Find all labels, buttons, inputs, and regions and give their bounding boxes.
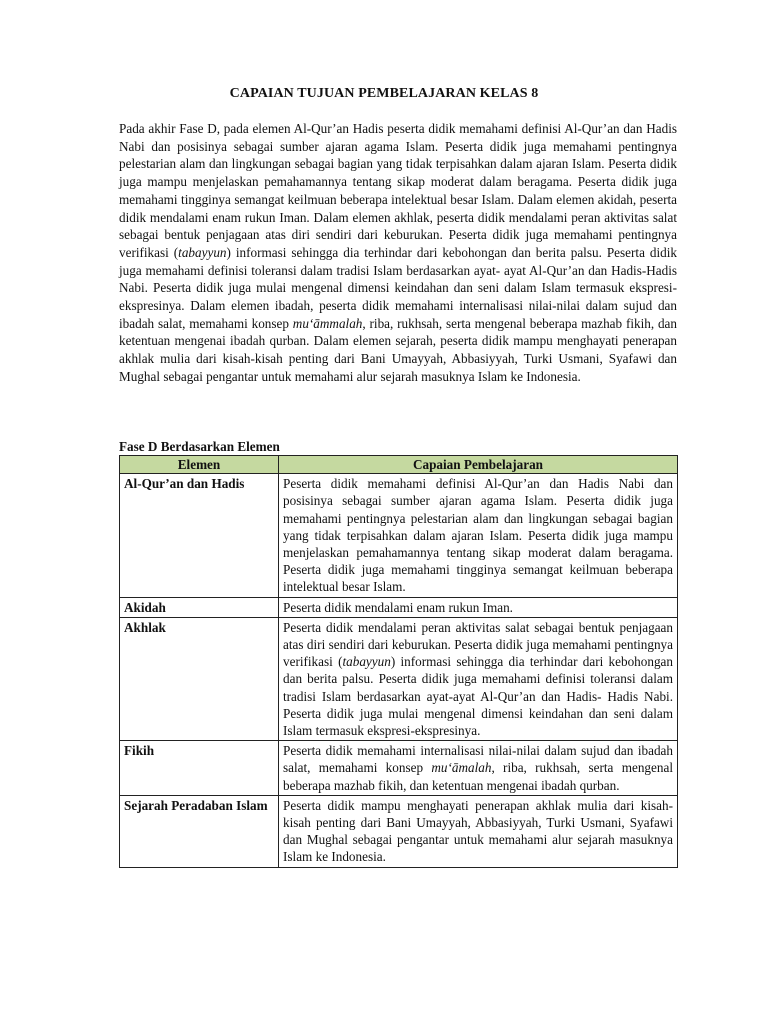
row-capaian-quran-hadis: Peserta didik memahami definisi Al-Qur’an dan Hadis Nabi dan posisinya sebagai sumber ajaran agama Islam. Peserta didik juga memahami pentingnya pelestarian alam dan lingkungan sebagai bagian yang tidak terpisahkan dalam ajaran Islam. Peserta didik juga mampu menjelaskan pemahamannya tentang sikap moderat dalam beragama. Peserta didik juga memahami tingginya semangat keilmuan beberapa intelektual besar Islam. — [279, 474, 678, 597]
akhlak-text-part-2: ) informasi sehingga dia terhindar dari kebohongan dan berita palsu. Peserta didik juga memahami definisi toleransi dalam tradisi Islam berdasarkan ayat-ayat Al-Qur’an dan Hadis- Hadis Nabi. Peserta didik juga mulai mengenal dimensi keindahan dan seni dalam Islam termasuk ekspresi-ekspresinya. — [283, 654, 673, 739]
intro-text-part-3: , riba, rukhsah, serta mengenal beberapa mazhab fikih, dan ketentuan mengenai ibadah qurban. Dalam elemen sejarah, peserta didik mampu menghayati penerapan akhlak mulia dari kisah-kisah penting dari Bani Umayyah, Abbasiyyah, Turki Usmani, Syafawi dan Mughal sebagai pengantar untuk memahami alur sejarah masuknya Islam ke Indonesia. — [119, 315, 677, 384]
table-row — [120, 474, 678, 597]
table-title: Fase D Berdasarkan Elemen — [119, 439, 280, 454]
intro-italic-term-2: mu‘āmmalah — [292, 315, 363, 331]
row-elemen-akhlak: Akhlak — [120, 617, 279, 740]
document-title: CAPAIAN TUJUAN PEMBELAJARAN KELAS 8 — [229, 86, 539, 101]
row-capaian-akhlak — [279, 617, 678, 740]
row-elemen-fikih: Fikih — [120, 741, 279, 796]
intro-text-part-2: ) informasi sehingga dia terhindar dari kebohongan dan berita palsu. Peserta didik juga memahami definisi toleransi dalam tradisi Islam berdasarkan ayat- ayat Al-Qur’an dan Hadis-Hadis Nabi. Peserta didik juga mulai mengenal dimensi keindahan dan seni dalam Islam termasuk ekspresi-ekspresinya. Dalam elemen ibadah, peserta didik memahami internalisasi nilai-nilai dalam sujud dan ibadah salat, memahami konsep — [119, 244, 677, 331]
table-row — [120, 617, 678, 740]
intro-italic-term-1: tabayyun — [178, 244, 227, 260]
table-row — [120, 795, 678, 867]
intro-paragraph — [119, 120, 677, 386]
table-row — [120, 741, 678, 796]
row-elemen-sejarah: Sejarah Peradaban Islam — [120, 795, 279, 867]
header-capaian: Capaian Pembelajaran — [279, 456, 678, 474]
row-capaian-akidah: Peserta didik mendalami enam rukun Iman. — [279, 597, 678, 617]
intro-text-part-1: Pada akhir Fase D, pada elemen Al-Qur’an Hadis peserta didik memahami definisi Al-Qur’an dan Hadis Nabi dan posisinya sebagai sumber ajaran agama Islam. Peserta didik juga memahami pentingnya pelestarian alam dan lingkungan sebagai bagian yang tidak terpisahkan dalam ajaran Islam. Peserta didik juga mampu menjelaskan pemahamannya tentang sikap moderat dalam beragama. Peserta didik juga memahami tingginya semangat keilmuan beberapa intelektual besar Islam. Dalam elemen akidah, peserta didik mendalami enam rukun Iman. Dalam elemen akhlak, peserta didik mendalami peran aktivitas salat sebagai bentuk penjagaan atas diri sendiri dari keburukan. Peserta didik juga memahami pentingnya verifikasi ( — [119, 121, 677, 260]
fikih-text-part-1: Peserta didik memahami internalisasi nilai-nilai dalam sujud dan ibadah salat, memahami konsep — [283, 743, 673, 776]
row-elemen-quran-hadis: Al-Qur’an dan Hadis — [120, 474, 279, 597]
fikih-text-part-2: , riba, rukhsah, serta mengenal beberapa mazhab fikih, dan ketentuan mengenai ibadah qurban. — [283, 760, 673, 793]
akhlak-italic-term: tabayyun — [342, 654, 391, 670]
table-header-row — [120, 456, 678, 474]
row-capaian-sejarah: Peserta didik mampu menghayati penerapan akhlak mulia dari kisah-kisah penting dari Bani Umayyah, Abbasiyyah, Turki Usmani, Syafawi dan Mughal sebagai pengantar untuk memahami alur sejarah masuknya Islam ke Indonesia. — [279, 795, 678, 867]
akhlak-text-part-1: Peserta didik mendalami peran aktivitas salat sebagai bentuk penjagaan atas diri sendiri dari keburukan. Peserta didik juga memahami pentingnya verifikasi ( — [283, 619, 673, 670]
fikih-italic-term: mu‘āmalah — [431, 760, 492, 776]
elemen-table — [119, 455, 678, 868]
row-capaian-fikih — [279, 741, 678, 796]
row-elemen-akidah: Akidah — [120, 597, 279, 617]
table-row — [120, 597, 678, 617]
header-elemen: Elemen — [120, 456, 279, 474]
